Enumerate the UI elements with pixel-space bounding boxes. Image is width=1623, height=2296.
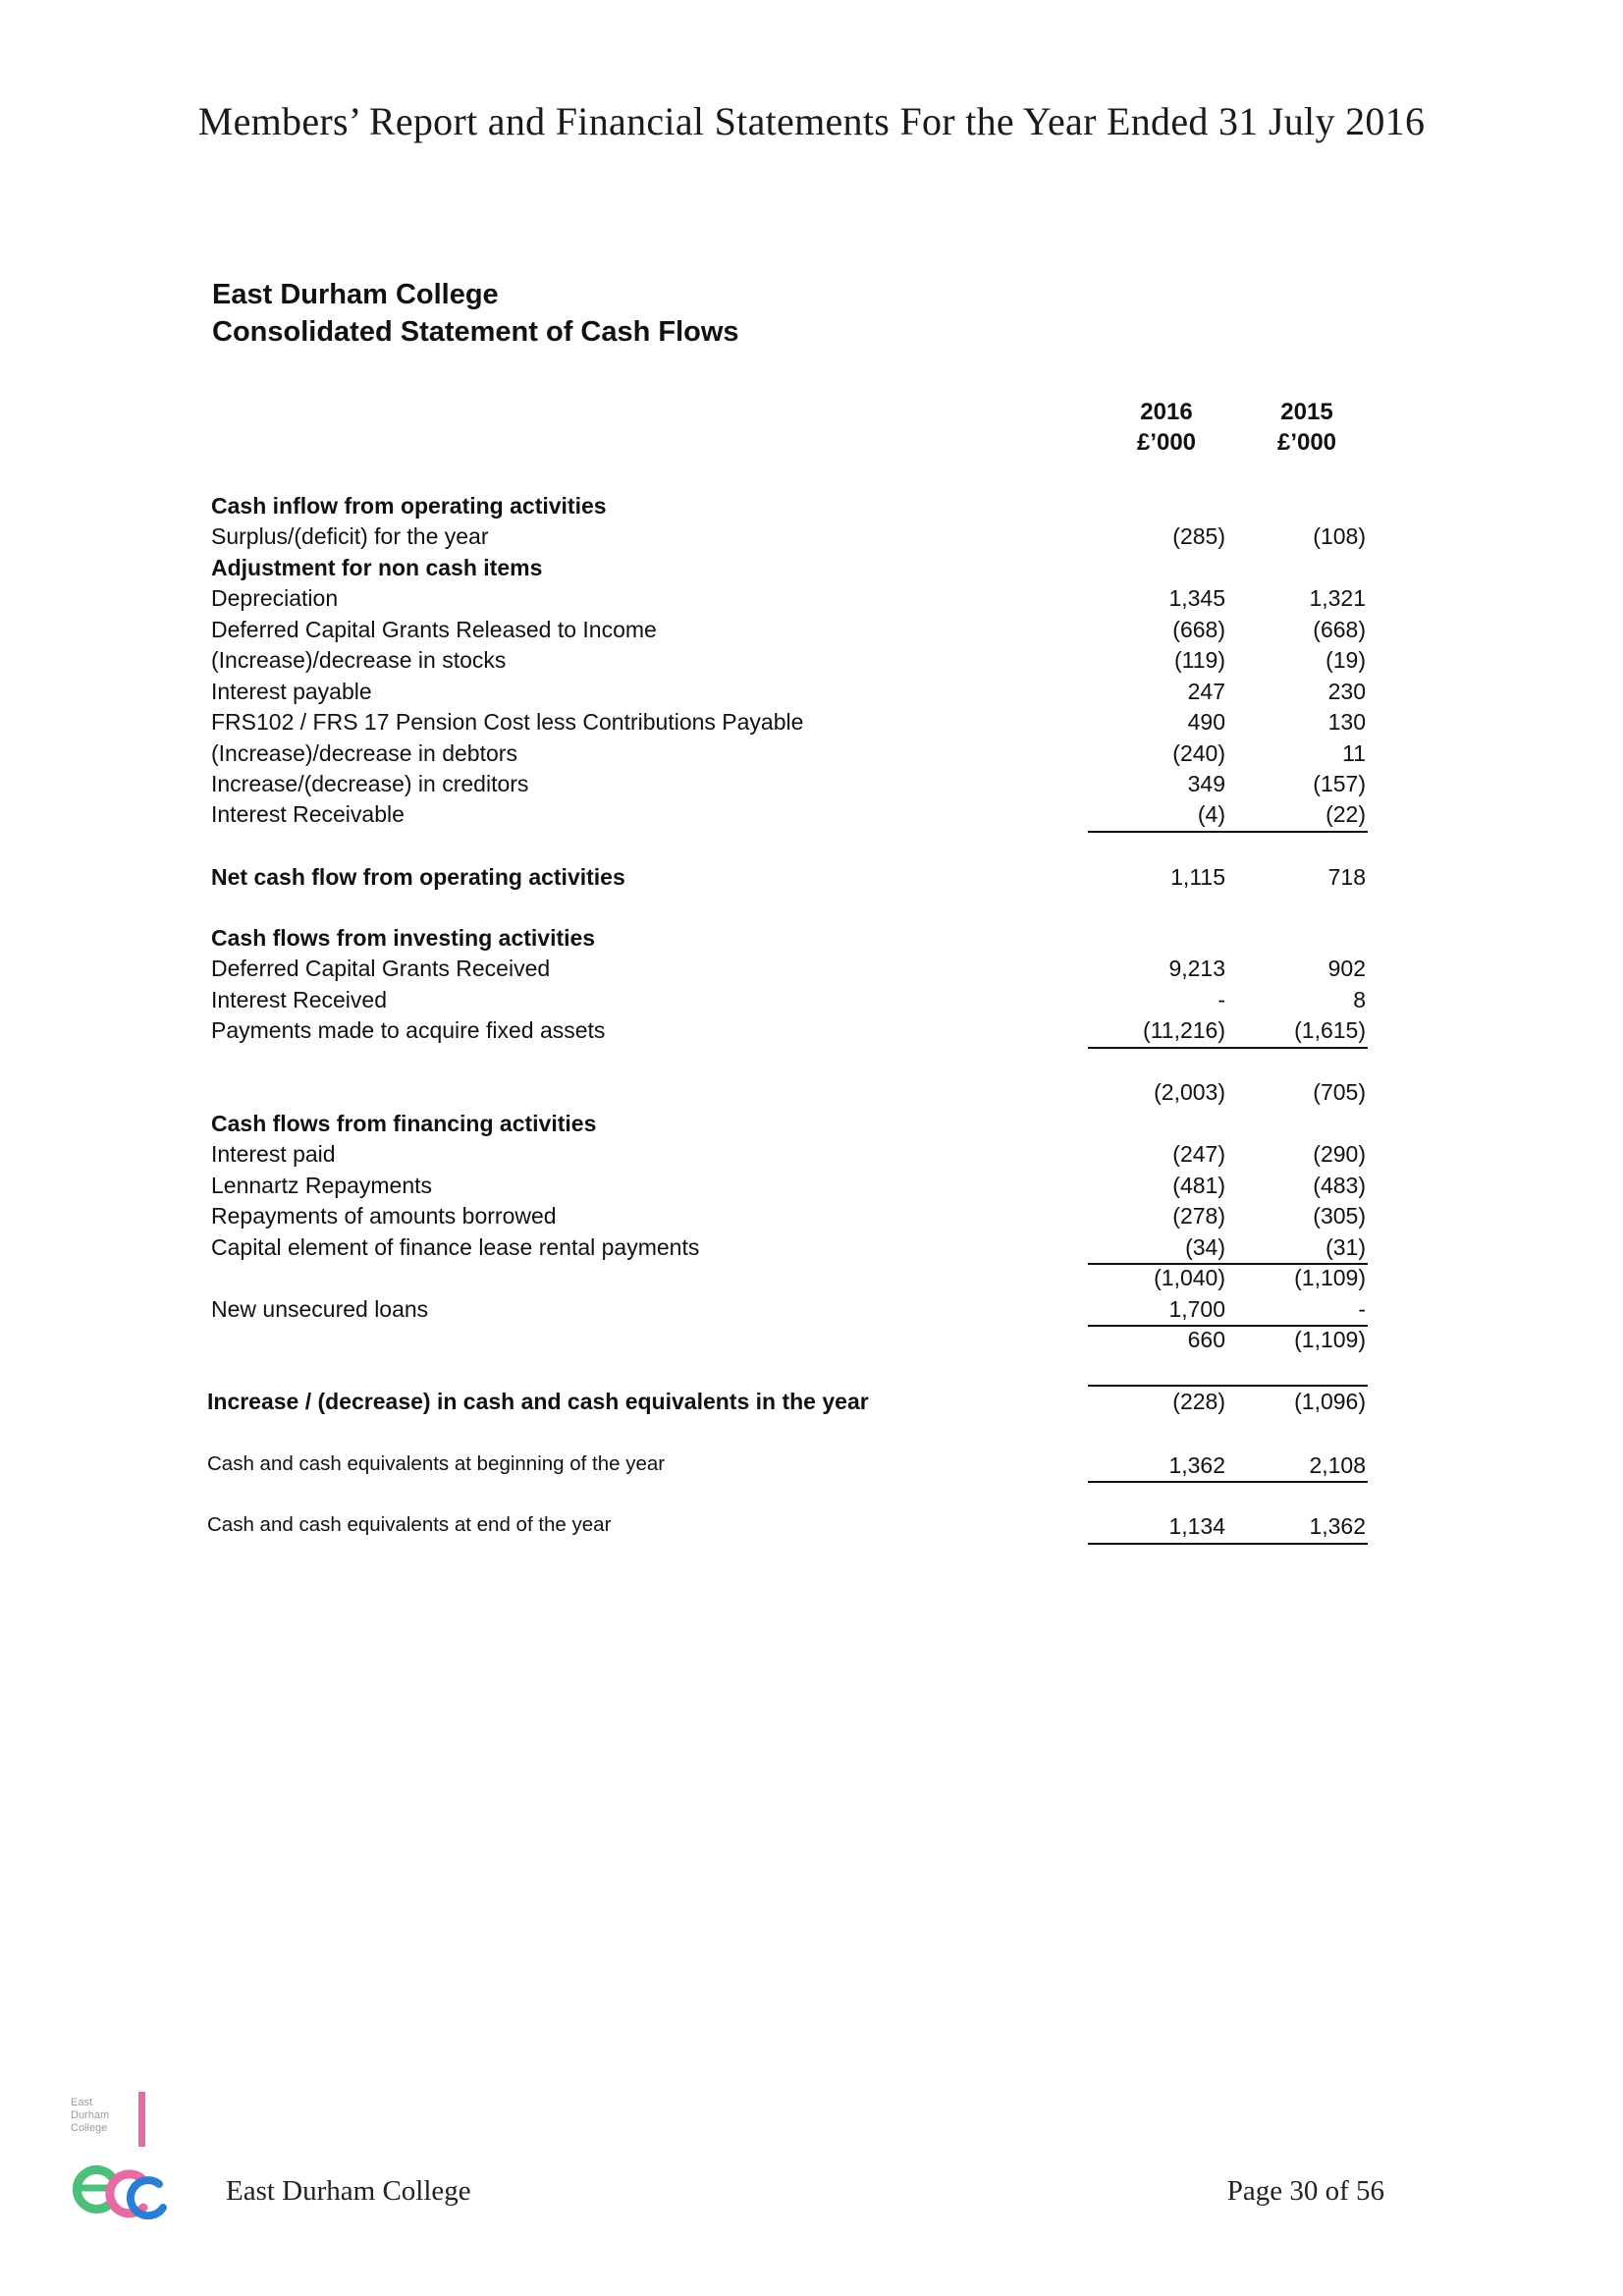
value-2015: 11 — [1342, 740, 1366, 766]
column-header-2015-year: 2015 — [1280, 399, 1333, 425]
row-label: Cash and cash equivalents at beginning of the year — [207, 1452, 666, 1475]
table-row — [0, 1111, 1623, 1141]
statement-title: Consolidated Statement of Cash Flows — [212, 316, 739, 348]
column-header-2016-year: 2016 — [1140, 399, 1193, 425]
value-2016: 9,213 — [1168, 956, 1225, 981]
value-2016: (11,216) — [1143, 1017, 1225, 1043]
table-row — [0, 1296, 1623, 1327]
value-2015: 1,321 — [1309, 585, 1366, 611]
value-2015: (22) — [1325, 801, 1366, 827]
table-row — [0, 523, 1623, 554]
table-row — [0, 1452, 1623, 1483]
row-label: Repayments of amounts borrowed — [211, 1203, 557, 1229]
value-2016: 1,134 — [1168, 1513, 1225, 1539]
row-label: Capital element of finance lease rental payments — [211, 1234, 700, 1260]
value-2015: 902 — [1327, 956, 1366, 981]
row-label: Interest payable — [211, 679, 372, 704]
college-logo — [63, 2092, 181, 2219]
value-2015: (1,615) — [1294, 1017, 1366, 1043]
table-row — [0, 679, 1623, 709]
table-row — [0, 1203, 1623, 1233]
row-label: Cash inflow from operating activities — [211, 493, 607, 519]
row-label: Payments made to acquire fixed assets — [211, 1017, 606, 1043]
value-2015: (1,109) — [1294, 1327, 1366, 1352]
row-label: Interest Receivable — [211, 801, 405, 827]
page-number: Page 30 of 56 — [1226, 2175, 1384, 2207]
row-label: Cash and cash equivalents at end of the year — [207, 1513, 612, 1536]
row-label: Depreciation — [211, 585, 339, 611]
logo-wordmark: East Durham College — [71, 2097, 110, 2134]
table-row — [0, 801, 1623, 832]
row-label: Surplus/(deficit) for the year — [211, 523, 489, 549]
table-row — [0, 1141, 1623, 1172]
table-row — [0, 647, 1623, 678]
total-rule — [1088, 1481, 1368, 1483]
value-2015: (31) — [1325, 1234, 1366, 1260]
value-2015: (290) — [1313, 1141, 1366, 1167]
value-2016: 1,700 — [1168, 1296, 1225, 1322]
value-2016: (481) — [1172, 1173, 1225, 1198]
value-2016: 490 — [1187, 709, 1225, 735]
table-row — [0, 1017, 1623, 1048]
value-2016: (4) — [1197, 801, 1225, 827]
value-2016: 349 — [1187, 771, 1225, 796]
logo-mark-icon — [63, 2092, 181, 2219]
row-label: (Increase)/decrease in debtors — [211, 740, 517, 766]
value-2016: 660 — [1187, 1327, 1225, 1352]
value-2015: (108) — [1313, 523, 1366, 549]
value-2016: (119) — [1174, 647, 1225, 673]
value-2015: (705) — [1313, 1079, 1366, 1105]
value-2015: (668) — [1313, 617, 1366, 642]
row-label: (Increase)/decrease in stocks — [211, 647, 507, 673]
row-label: FRS102 / FRS 17 Pension Cost less Contributions Payable — [211, 709, 804, 735]
value-2015: 1,362 — [1309, 1513, 1366, 1539]
value-2015: - — [1358, 1296, 1366, 1322]
table-row — [0, 709, 1623, 739]
row-label: Increase / (decrease) in cash and cash equivalents in the year — [207, 1389, 869, 1414]
row-label: Interest Received — [211, 987, 387, 1012]
value-2015: 230 — [1327, 679, 1366, 704]
value-2015: 718 — [1327, 864, 1366, 890]
value-2016: (247) — [1172, 1141, 1225, 1167]
table-row — [0, 1327, 1623, 1357]
row-label: Interest paid — [211, 1141, 336, 1167]
value-2015: (483) — [1313, 1173, 1366, 1198]
table-row — [0, 1265, 1623, 1295]
total-rule — [1088, 1543, 1368, 1545]
table-row — [0, 864, 1623, 895]
value-2015: (1,096) — [1294, 1389, 1366, 1414]
row-label: Increase/(decrease) in creditors — [211, 771, 529, 796]
table-row — [0, 555, 1623, 585]
row-label: Deferred Capital Grants Received — [211, 956, 551, 981]
value-2016: (1,040) — [1154, 1265, 1225, 1290]
row-label: Cash flows from investing activities — [211, 925, 596, 951]
total-rule — [1088, 1385, 1368, 1387]
value-2016: 247 — [1187, 679, 1225, 704]
value-2016: - — [1217, 987, 1225, 1012]
table-row — [0, 987, 1623, 1017]
value-2016: 1,345 — [1168, 585, 1225, 611]
value-2016: 1,115 — [1170, 864, 1225, 890]
value-2015: (305) — [1313, 1203, 1366, 1229]
row-label: New unsecured loans — [211, 1296, 429, 1322]
table-row — [0, 1513, 1623, 1544]
value-2016: (228) — [1172, 1389, 1225, 1414]
table-row — [0, 585, 1623, 616]
table-row — [0, 1389, 1623, 1419]
subtotal-rule — [1088, 831, 1368, 833]
column-header-2016-unit: £’000 — [1136, 429, 1197, 456]
table-row — [0, 1173, 1623, 1203]
table-row — [0, 740, 1623, 771]
value-2015: 2,108 — [1309, 1452, 1366, 1478]
row-label: Net cash flow from operating activities — [211, 864, 625, 890]
row-label: Deferred Capital Grants Released to Income — [211, 617, 657, 642]
footer-organisation: East Durham College — [226, 2175, 471, 2207]
row-label: Adjustment for non cash items — [211, 555, 543, 580]
subtotal-rule — [1088, 1047, 1368, 1049]
value-2016: (2,003) — [1154, 1079, 1225, 1105]
table-row — [0, 925, 1623, 956]
column-header-2015-unit: £’000 — [1276, 429, 1337, 456]
value-2015: 130 — [1327, 709, 1366, 735]
value-2016: (240) — [1172, 740, 1225, 766]
table-row — [0, 617, 1623, 647]
table-row — [0, 771, 1623, 801]
table-row — [0, 956, 1623, 986]
value-2016: (34) — [1185, 1234, 1225, 1260]
page-header: Members’ Report and Financial Statements For the Year Ended 31 July 2016 — [197, 99, 1426, 143]
organisation-name: East Durham College — [212, 279, 499, 310]
table-row — [0, 1234, 1623, 1265]
row-label: Cash flows from financing activities — [211, 1111, 597, 1136]
value-2015: 8 — [1353, 987, 1366, 1012]
table-row — [0, 1079, 1623, 1110]
value-2016: (285) — [1172, 523, 1225, 549]
value-2016: (278) — [1172, 1203, 1225, 1229]
table-row — [0, 493, 1623, 523]
value-2015: (19) — [1325, 647, 1366, 673]
value-2016: 1,362 — [1168, 1452, 1225, 1478]
value-2015: (1,109) — [1294, 1265, 1366, 1290]
row-label: Lennartz Repayments — [211, 1173, 433, 1198]
value-2015: (157) — [1313, 771, 1366, 796]
value-2016: (668) — [1172, 617, 1225, 642]
